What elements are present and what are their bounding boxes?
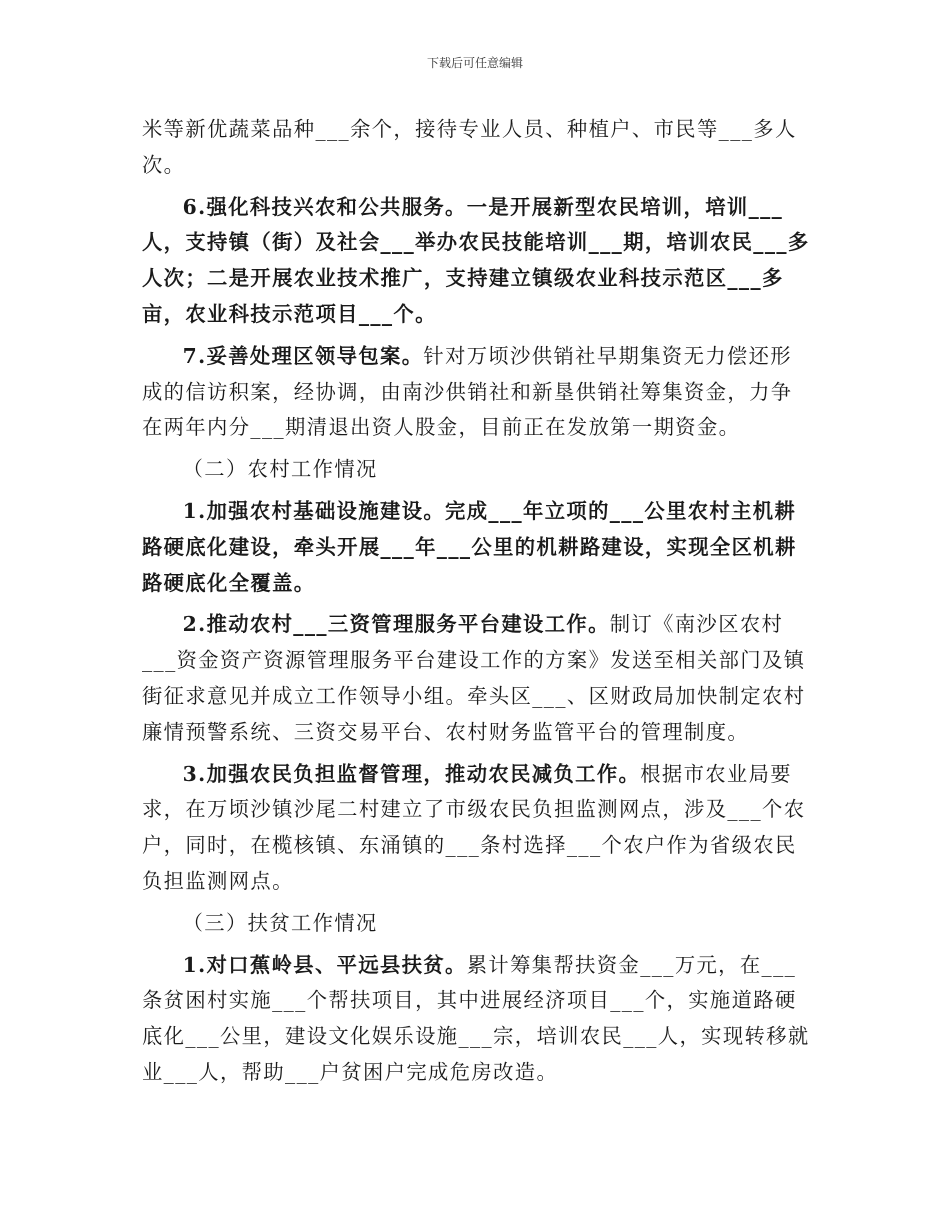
paragraph-text: 制订《南沙区农村___资金资产资源管理服务平台建设工作的方案》发送至相关部门及镇街征求意见并成立工作领导小组。牵头区___、区财政局加快制定农村廉情预警系统、三资交易平台、农村财务监管平台的管理制度。 — [142, 612, 806, 744]
paragraph-farmer-burden — [142, 757, 810, 900]
paragraph-text: 针对万顷沙供销社早期集资无力偿还形成的信访积案，经协调，由南沙供销社和新垦供销社筹集资金，力争在两年内分___期清退出资人股金，目前正在发放第一期资金。 — [142, 343, 793, 440]
paragraph-bold-lead: 1.对口蕉岭县、平远县扶贫。 — [182, 952, 467, 977]
section-heading-poverty: （三）扶贫工作情况 — [182, 910, 378, 935]
paragraph-text: 根据市农业局要求，在万顷沙镇沙尾二村建立了市级农民负担监测网点，涉及___个农户，同时，在榄核镇、东涌镇的___条村选择___个农户作为省级农民负担监测网点。 — [142, 761, 806, 893]
paragraph-tech-service — [142, 190, 810, 333]
paragraph-text: 米等新优蔬菜品种___余个，接待专业人员、种植户、市民等___多人次。 — [142, 117, 797, 177]
paragraph-bold-lead: 7.妥善处理区领导包案。 — [182, 343, 424, 368]
paragraph-bold-lead: 2.推动农村___三资管理服务平台建设工作。 — [182, 612, 610, 637]
paragraph-bold-lead: 3.加强农民负担监督管理，推动农民减负工作。 — [182, 761, 641, 786]
section-heading-rural: （二）农村工作情况 — [182, 457, 378, 482]
paragraph-three-assets — [142, 607, 810, 750]
page-header-note: 下载后可任意编辑 — [426, 56, 523, 70]
paragraph-text: 累计筹集帮扶资金___万元，在___条贫困村实施___个帮扶项目，其中进展经济项目___个，实施道路硬底化___公里，建设文化娱乐设施___宗，培训农民___人，实现转移就业___人，帮助___户贫困户完成危房改造。 — [142, 952, 810, 1084]
document-body — [142, 112, 810, 1097]
paragraph-bold-lead: 1.加强农村基础设施建设。完成___年立项的___公里农村主机耕路硬底化建设，牵头开展___年___公里的机耕路建设，实现全区机耕路硬底化全覆盖。 — [142, 498, 797, 595]
paragraph-continued — [142, 112, 810, 184]
paragraph-leader-case — [142, 339, 810, 446]
paragraph-poverty-aid — [142, 948, 810, 1091]
paragraph-bold-lead: 6.强化科技兴农和公共服务。一是开展新型农民培训，培训___人，支持镇（街）及社会___举办农民技能培训___期，培训农民___多人次；二是开展农业技术推广，支持建立镇级农业科技示范区___多亩，农业科技示范项目___个。 — [142, 194, 810, 326]
paragraph-infrastructure — [142, 494, 810, 601]
